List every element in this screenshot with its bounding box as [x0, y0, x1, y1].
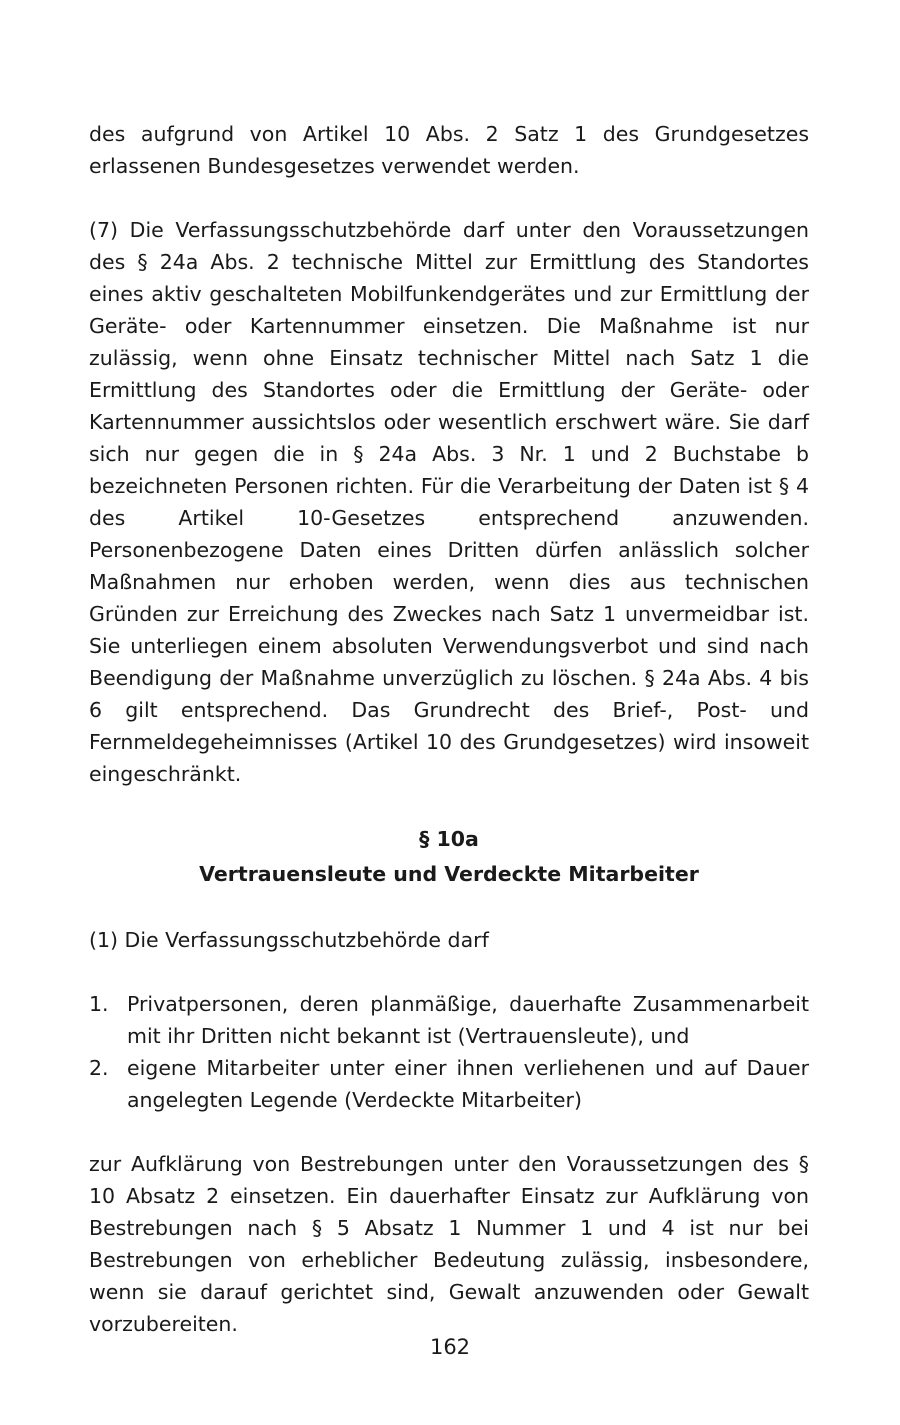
section-number: § 10a — [419, 827, 479, 851]
list-item-number: 1. — [89, 992, 109, 1016]
section-heading — [89, 822, 809, 892]
document-page — [89, 118, 809, 1340]
section-title: Vertrauensleute und Verdeckte Mitarbeiter — [199, 862, 699, 886]
section-lead: (1) Die Verfassungsschutzbehörde darf — [89, 928, 489, 952]
list-item-text: Privatpersonen, deren planmäßige, dauerhafte Zusammenarbeit mit ihr Dritten nicht bekannt ist (Vertrauensleute), und — [127, 992, 809, 1048]
numbered-list — [89, 988, 809, 1116]
closing-paragraph: zur Aufklärung von Bestrebungen unter den Voraussetzungen des § 10 Absatz 2 einsetzen. Ein dauerhafter Einsatz zur Aufklärung von Bestrebungen nach § 5 Absatz 1 Nummer 1 und 4 ist nur bei Bestrebungen von erheblicher Bedeutung zulässig, insbesondere, wenn sie darauf gerichtet sind, Gewalt anzuwenden oder Gewalt vorzubereiten. — [89, 1152, 809, 1336]
intro-paragraph: des aufgrund von Artikel 10 Abs. 2 Satz 1 des Grundgesetzes erlassenen Bundesgesetzes verwendet werden. — [89, 122, 809, 178]
list-item-text: eigene Mitarbeiter unter einer ihnen verliehenen und auf Dauer angelegten Legende (Verdeckte Mitarbeiter) — [127, 1056, 809, 1112]
paragraph-7: (7) Die Verfassungsschutzbehörde darf unter den Voraussetzungen des § 24a Abs. 2 technische Mittel zur Ermittlung des Standortes eines aktiv geschalteten Mobilfunkendgerätes und zur Ermittlung der Geräte- oder Kartennummer einsetzen. Die Maßnahme ist nur zulässig, wenn ohne Einsatz technischer Mittel nach Satz 1 die Ermittlung des Standortes oder die Ermittlung der Geräte- oder Kartennummer aussichtslos oder wesentlich erschwert wäre. Sie darf sich nur gegen die in § 24a Abs. 3 Nr. 1 und 2 Buchstabe b bezeichneten Personen richten. Für die Verarbeitung der Daten ist § 4 des Artikel 10-Gesetzes entsprechend anzuwenden. Personenbezogene Daten eines Dritten dürfen anlässlich solcher Maßnahmen nur erhoben werden, wenn dies aus technischen Gründen zur Erreichung des Zweckes nach Satz 1 unvermeidbar ist. Sie unterliegen einem absoluten Verwendungsverbot und sind nach Beendigung der Maßnahme unverzüglich zu löschen. § 24a Abs. 4 bis 6 gilt entsprechend. Das Grundrecht des Brief-, Post- und Fernmeldegeheimnisses (Artikel 10 des Grundgesetzes) wird insoweit eingeschränkt. — [89, 218, 809, 786]
page-number: 162 — [429, 1335, 471, 1359]
list-item — [89, 1052, 809, 1116]
list-item — [89, 988, 809, 1052]
list-item-number: 2. — [89, 1056, 109, 1080]
